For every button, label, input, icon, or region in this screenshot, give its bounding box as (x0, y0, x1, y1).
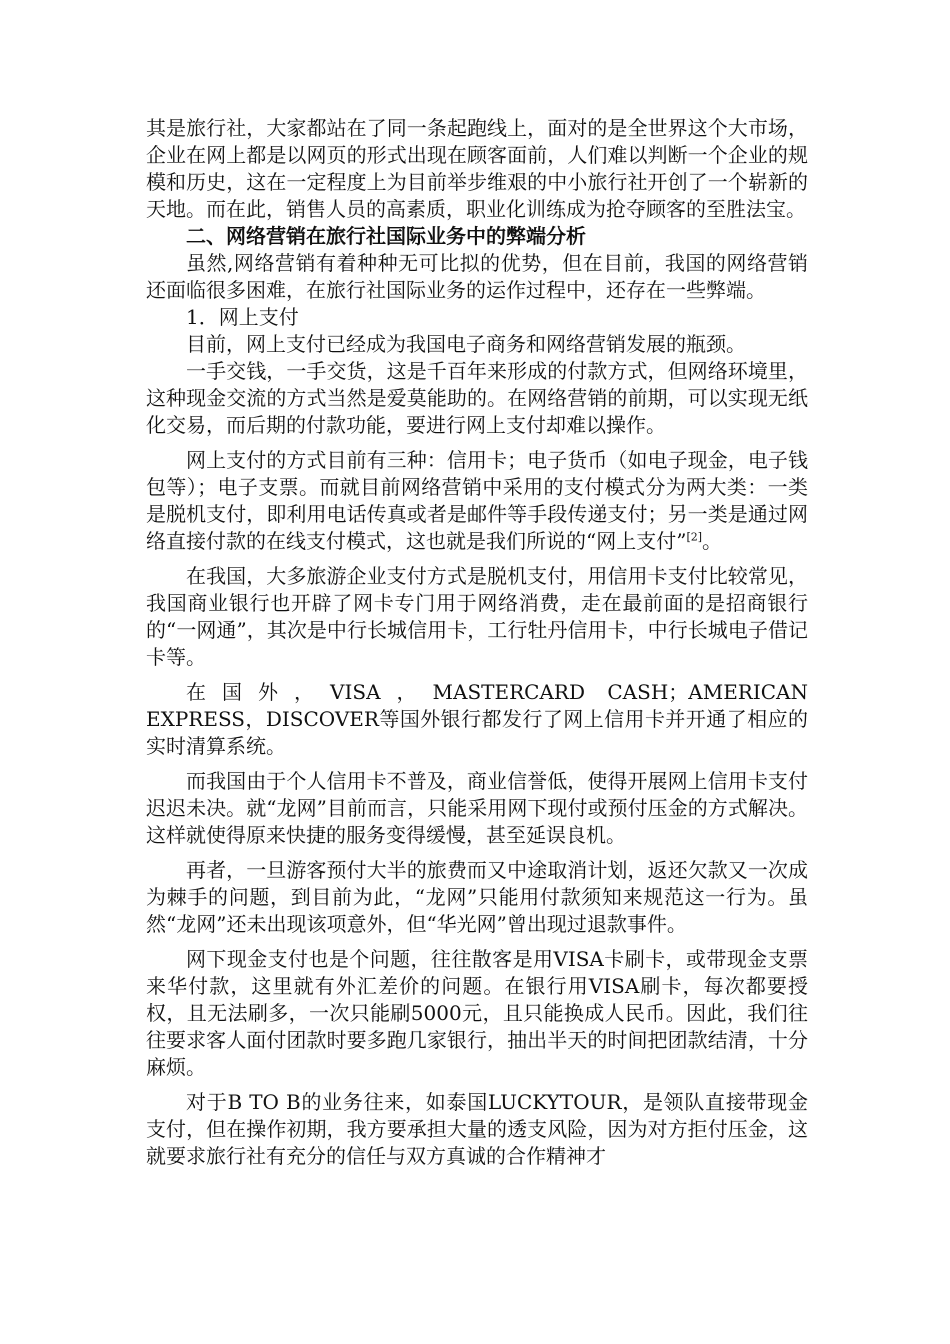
paragraph-7: 再者，一旦游客预付大半的旅费而又中途取消计划，返还欠款又一次成为棘手的问题，到目前为此，“龙网”只能用付款须知来规范这一行为。虽然“龙网”还未出现该项意外，但“华光网”曾出现过退款事件。 (146, 858, 808, 936)
document-page (146, 115, 808, 1170)
paragraph-3-end: 。 (702, 529, 723, 553)
paragraph-3-text: 网上支付的方式目前有三种：信用卡；电子货币（如电子现金，电子钱包等）；电子支票。而就目前网络营销中采用的支付模式分为两大类：一类是脱机支付，即利用电话传真或者是邮件等手段传递支付；另一类是通过网络直接付款的在线支付模式，这也就是我们所说的“网上支付” (146, 448, 808, 553)
paragraph-1: 目前，网上支付已经成为我国电子商务和网络营销发展的瓶颈。 (186, 332, 746, 356)
section-intro-paragraph: 虽然,网络营销有着种种无可比拟的优势，但在目前，我国的网络营销还面临很多困难，在旅行社国际业务的运作过程中，还存在一些弊端。 (146, 251, 808, 302)
subsection-heading: 1．网上支付 (186, 305, 299, 329)
paragraph-6: 而我国由于个人信用卡不普及，商业信誉低，使得开展网上信用卡支付迟迟未决。就“龙网”目前而言，只能采用网下现付或预付压金的方式解决。这样就使得原来快捷的服务变得缓慢，甚至延误良机。 (146, 769, 808, 847)
paragraph-2: 一手交钱，一手交货，这是千百年来形成的付款方式，但网络环境里，这种现金交流的方式当然是爱莫能助的。在网络营销的前期，可以实现无纸化交易，而后期的付款功能，要进行网上支付却难以操作。 (146, 359, 808, 437)
intro-paragraph: 其是旅行社，大家都站在了同一条起跑线上，面对的是全世界这个大市场，企业在网上都是以网页的形式出现在顾客面前，人们难以判断一个企业的规模和历史，这在一定程度上为目前举步维艰的中小旅行社开创了一个崭新的天地。而在此，销售人员的高素质，职业化训练成为抢夺顾客的至胜法宝。 (146, 116, 808, 221)
paragraph-9: 对于B TO B的业务往来，如泰国LUCKYTOUR，是领队直接带现金支付，但在操作初期，我方要承担大量的透支风险，因为对方拒付压金，这就要求旅行社有充分的信任与双方真诚的合作精神才 (146, 1090, 808, 1168)
paragraph-8: 网下现金支付也是个问题，往往散客是用VISA卡刷卡，或带现金支票来华付款，这里就有外汇差价的问题。在银行用VISA刷卡，每次都要授权，且无法刷多，一次只能刷5000元，且只能换成人民币。因此，我们往往要求客人面付团款时要多跑几家银行，抽出半天的时间把团款结清，十分麻烦。 (146, 947, 808, 1079)
paragraph-3 (146, 447, 808, 555)
paragraph-5: 在国外，VISA，MASTERCARD CASH；AMERICAN EXPRESS，DISCOVER等国外银行都发行了网上信用卡并开通了相应的实时清算系统。 (146, 680, 808, 758)
section-heading: 二、网络营销在旅行社国际业务中的弊端分析 (186, 224, 586, 248)
paragraph-4: 在我国，大多旅游企业支付方式是脱机支付，用信用卡支付比较常见，我国商业银行也开辟了网卡专门用于网络消费，走在最前面的是招商银行的“一网通”，其次是中行长城信用卡，工行牡丹信用卡，中行长城电子借记卡等。 (146, 564, 808, 669)
citation-marker: [2] (686, 530, 703, 544)
